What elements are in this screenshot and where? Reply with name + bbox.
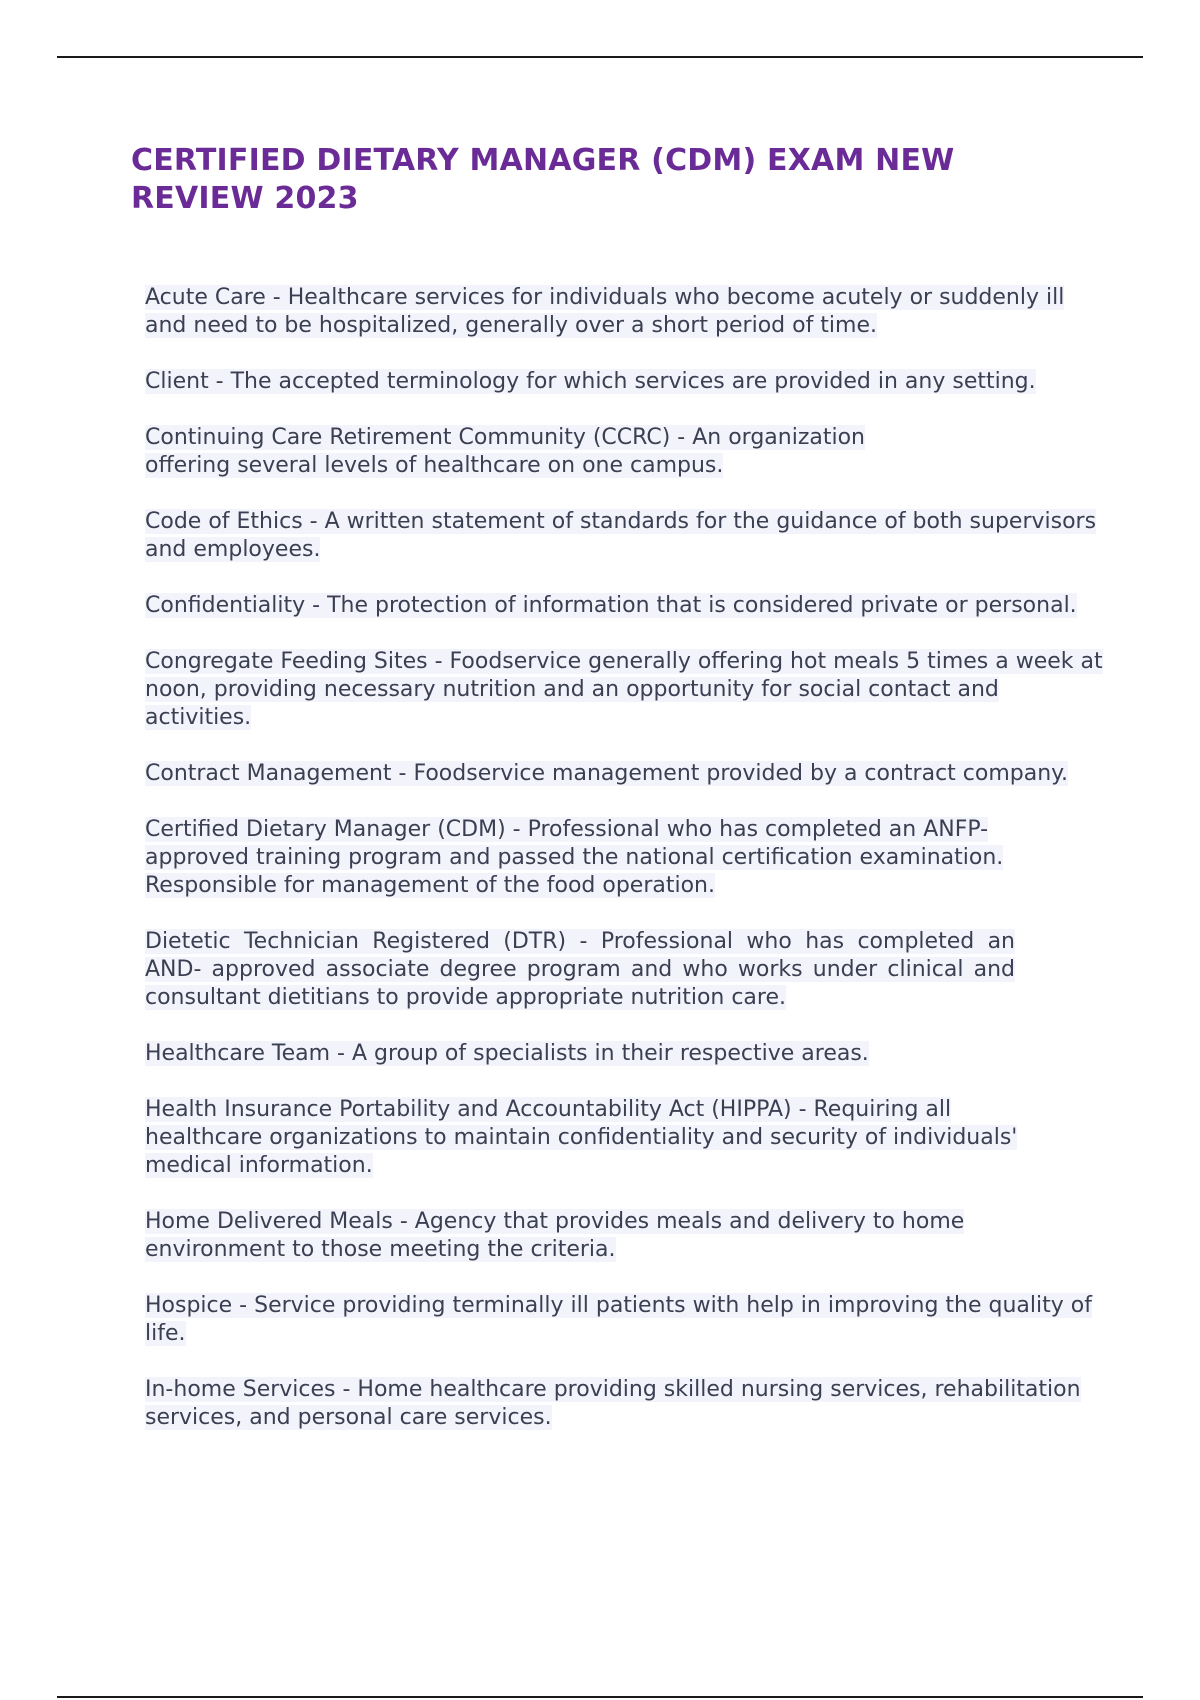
glossary-entry-cdm: [145, 816, 1080, 900]
entry-text: Hospice - Service providing terminally ill patients with help in improving the quality of life.: [145, 1293, 1092, 1346]
entry-text: Continuing Care Retirement Community (CCRC) - An organization offering several levels of healthcare on one campus.: [145, 425, 865, 478]
glossary-entry-dtr: [145, 928, 1015, 1012]
page-title: CERTIFIED DIETARY MANAGER (CDM) EXAM NEW REVIEW 2023: [131, 143, 955, 216]
glossary-entry-hospice: [145, 1292, 1105, 1348]
entry-text: Contract Management - Foodservice management provided by a contract company.: [145, 761, 1069, 786]
glossary-entry-acute-care: [145, 284, 1105, 340]
entry-text: Confidentiality - The protection of information that is considered private or personal.: [145, 593, 1077, 618]
glossary-entry-ccrc: [145, 424, 945, 480]
glossary-entry-home-delivered-meals: [145, 1208, 1105, 1264]
entry-text: Acute Care - Healthcare services for individuals who become acutely or suddenly ill and need to be hospitalized, generally over a short period of time.: [145, 285, 1065, 338]
entry-text: Congregate Feeding Sites - Foodservice generally offering hot meals 5 times a week at noon, providing necessary nutrition and an opportunity for social contact and activities.: [145, 649, 1103, 730]
glossary-entry-hipaa: [145, 1096, 1050, 1180]
entry-text: Code of Ethics - A written statement of standards for the guidance of both supervisors and employees.: [145, 509, 1097, 562]
entry-text: Healthcare Team - A group of specialists in their respective areas.: [145, 1041, 869, 1066]
glossary-entry-contract-management: [145, 760, 1105, 788]
entry-text: Home Delivered Meals - Agency that provides meals and delivery to home environment to those meeting the criteria.: [145, 1209, 965, 1262]
bottom-rule: [57, 1696, 1143, 1698]
entry-text: In-home Services - Home healthcare providing skilled nursing services, rehabilitation services, and personal care services.: [145, 1377, 1081, 1430]
entry-text: Health Insurance Portability and Accountability Act (HIPPA) - Requiring all healthcare organizations to maintain confidentiality and security of individuals' medical information.: [145, 1097, 1018, 1178]
entry-text: Client - The accepted terminology for which services are provided in any setting.: [145, 369, 1036, 394]
glossary-entry-in-home-services: [145, 1376, 1105, 1432]
glossary-entry-client: [145, 368, 1105, 396]
entry-text: Certified Dietary Manager (CDM) - Professional who has completed an ANFP-approved training program and passed the national certification examination. Responsible for management of the food operation.: [145, 817, 1004, 898]
glossary-entry-confidentiality: [145, 592, 1105, 620]
glossary-entry-healthcare-team: [145, 1040, 1105, 1068]
glossary-entry-code-of-ethics: [145, 508, 1105, 564]
glossary-entry-congregate-feeding-sites: [145, 648, 1105, 732]
top-rule: [57, 56, 1143, 58]
glossary-list: [145, 284, 1105, 1460]
entry-text: Dietetic Technician Registered (DTR) - Professional who has completed an AND- approved associate degree program and who works under clinical and consultant dietitians to provide appropriate nutrition care.: [145, 929, 1015, 1010]
